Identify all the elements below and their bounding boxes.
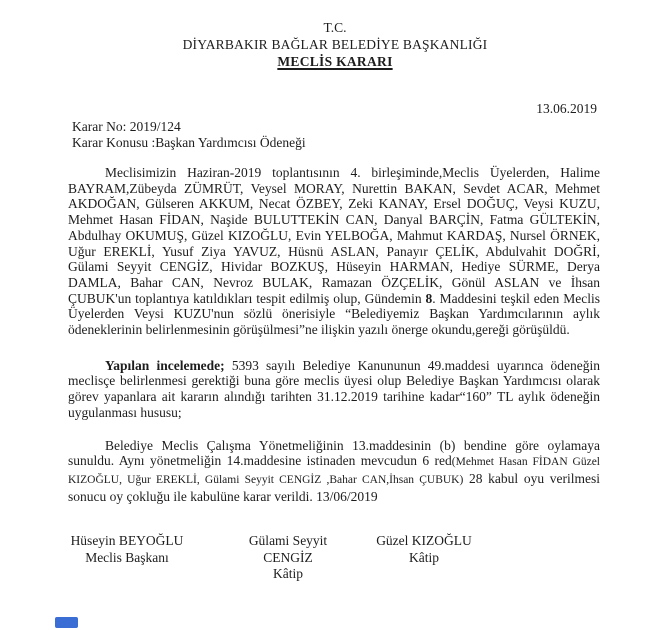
paragraph-review [68, 358, 600, 421]
header-authority: DİYARBAKIR BAĞLAR BELEDİYE BAŞKANLIĞI [182, 37, 488, 52]
signatory-name: Gülami Seyyit CENGİZ [248, 533, 328, 565]
signatory-title: Kâtip [273, 566, 303, 582]
signature-clerk-2 [364, 533, 484, 566]
decision-body [0, 165, 670, 504]
paragraph-vote-result [68, 438, 600, 505]
header-country: T.C. [323, 20, 347, 35]
agenda-item-number: 8 [425, 290, 433, 306]
paragraph-attendance-text: Meclisimizin Haziran-2019 toplantısının 4. birleşiminde,Meclis Üyelerden, Halime BAYRAM,Zübeyda ZÜMRÜT, Veysel MORAY, Nurettin BAKAN, Sevdet ACAR, Mehmet AKDOĞAN, Gülseren AKKUM, Necat ÖZBEY, Zeki KANAY, Ersel DOĞUÇ, Veysi KUZU, Mehmet Hasan FİDAN, Naşide BULUTTEKİN CAN, Danyal BARÇİN, Fatma GÜLTEKİN, Abdulhay OKUMUŞ, Güzel KIZOĞLU, Evin YELBOĞA, Mahmut KARDAŞ, Nursel ÖRNEK, Uğur EREKLİ, Yusuf Ziya YAVUZ, Hüsnü ASLAN, Panayır ÇELİK, Abdulvahit DOĞRİ, Gülami Seyyit CENGİZ, Hividar BOZKUŞ, Hüseyin HARMAN, Hediye SÜRME, Derya DAMLA, Bahar CAN, Nevroz BULAK, Ramazan ÖZÇELİK, Gönül ASLAN ve İhsan ÇUBUK'un toplantıya katıldıkları tespit edilmiş olup, Gündemin [68, 165, 600, 306]
signatory-title: Meclis Başkanı [85, 549, 169, 565]
signature-block [0, 533, 670, 582]
signatory-title: Kâtip [409, 549, 439, 565]
decision-date: 13.06.2019 [536, 101, 597, 116]
paragraph-attendance [68, 165, 600, 338]
document-title: MECLİS KARARI [277, 54, 393, 69]
document-header [0, 0, 670, 70]
signatory-name: Güzel KIZOĞLU [376, 533, 472, 549]
decision-subject: Karar Konusu :Başkan Yardımcısı Ödeneği [72, 135, 306, 150]
signature-clerk-1 [228, 533, 348, 583]
vote-result-text: Belediye Meclis Çalışma Yönetmeliğinin 13.maddesinin (b) bendine göre oylamaya sunuldu. Aynı yönetmeliğin 14.maddesine istinaden mevcudun 6 red [68, 437, 600, 469]
decision-number: Karar No: 2019/124 [72, 119, 181, 134]
paragraph-attendance-rest: . Maddesini teşkil eden Meclis Üyelerden Veysi KUZU'nun sözlü önerisiyle “Belediyemiz Başkan Yardımcılarının aylık ödeneklerinin belirlenmesinin görüşülmesi”ne ilişkin yazılı önerge okundu,gereği görüşüldü. [68, 290, 601, 338]
blue-corner-marker [55, 617, 78, 628]
signatory-name: Hüseyin BEYOĞLU [70, 533, 184, 549]
vote-result-conclusion: 28 kabul oyu verilmesi sonucu oy çokluğu ile kabulüne karar verildi. 13/06/2019 [68, 470, 600, 504]
paragraph-review-text: 5393 sayılı Belediye Kanununun 49.maddesi uyarınca ödeneğin meclisçe belirlenmesi gerektiği buna göre meclis üyesi olup Belediye Başkan Yardımcısı olarak görev yapanlara ait kararın alındığı tarihten 31.12.2019 tarihine kadar“160” TL aylık ödeneğin uygulanması hususu; [68, 357, 600, 420]
review-lead-label: Yapılan incelemede; [105, 357, 225, 373]
decision-meta [0, 119, 670, 151]
dissenting-members-list: (Mehmet Hasan FİDAN Güzel KIZOĞLU, Uğur EREKLİ, Gülami Seyyit CENGİZ ,Bahar CAN,İhsan ÇUBUK) [68, 456, 601, 486]
signature-council-president [57, 533, 197, 566]
